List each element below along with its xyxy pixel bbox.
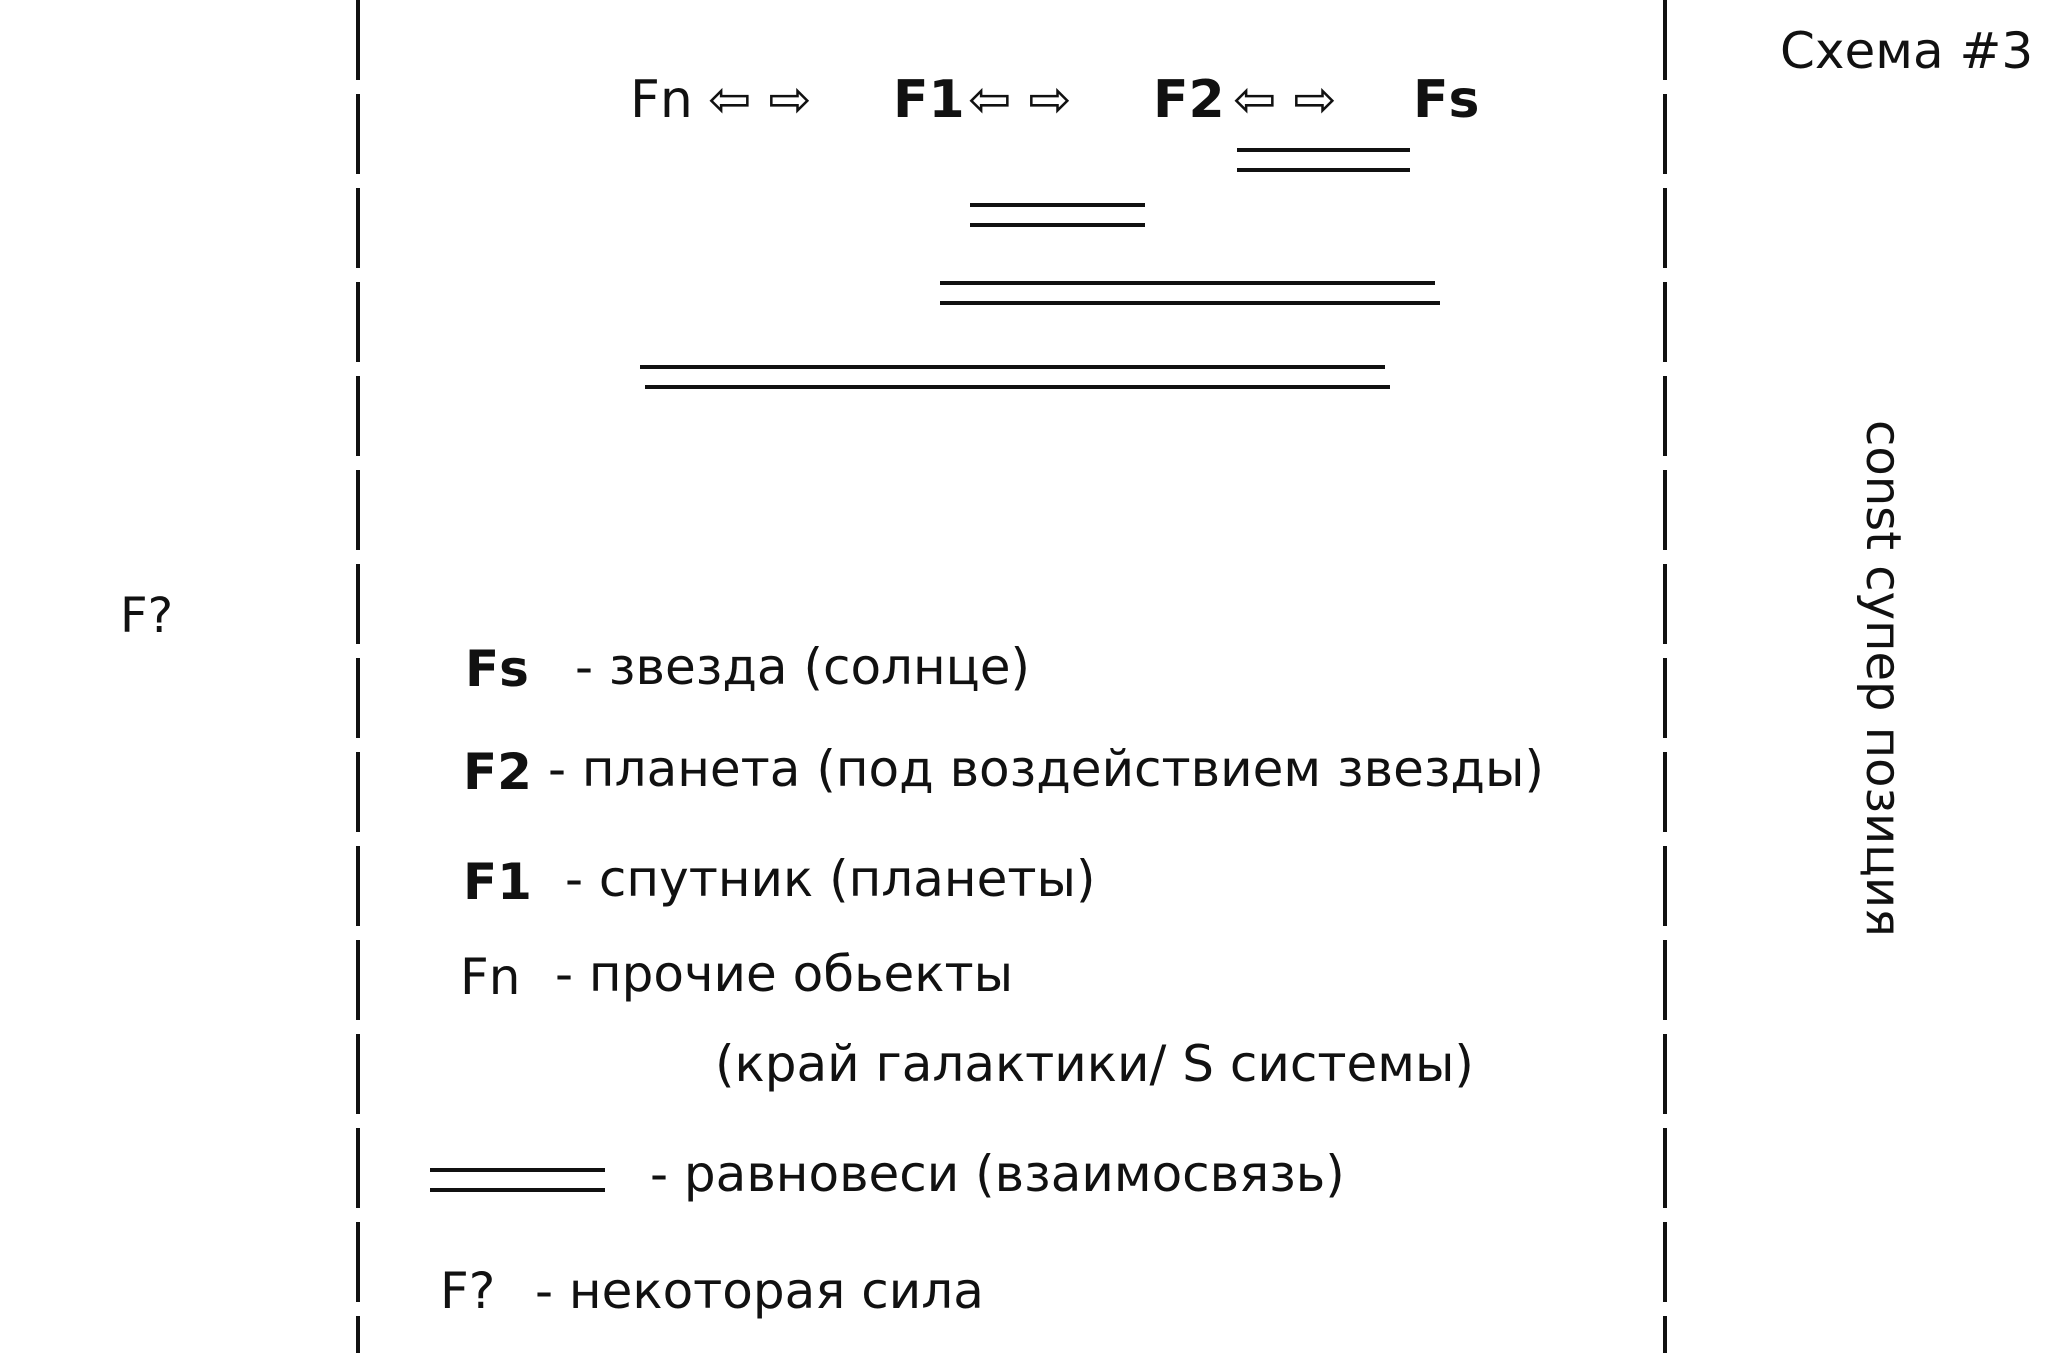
legend-symbol-f2: F2 bbox=[463, 743, 532, 801]
legend-text-fn: - прочие обьекты bbox=[555, 945, 1014, 1003]
link-f1-fs bbox=[940, 283, 1440, 303]
link-fn-fs bbox=[640, 367, 1390, 387]
chain-fn: Fn bbox=[630, 70, 693, 130]
legend-text-f2: - планета (под воздействием звезды) bbox=[548, 740, 1544, 798]
link-f2-fs bbox=[1237, 150, 1410, 170]
legend-symbol-unknown-force: F? bbox=[440, 1262, 496, 1320]
chain-fs: Fs bbox=[1413, 70, 1480, 130]
legend-text-f1: - спутник (планеты) bbox=[565, 850, 1096, 908]
chain-f2: F2 bbox=[1153, 70, 1225, 130]
chain-f1: F1 bbox=[893, 70, 965, 130]
legend-equilibrium-symbol bbox=[430, 1170, 605, 1190]
legend-symbol-f1: F1 bbox=[463, 853, 532, 911]
unknown-force-label: F? bbox=[120, 588, 174, 644]
link-f1-f2 bbox=[970, 205, 1145, 225]
const-superposition-label: const супер позиция bbox=[1855, 420, 1911, 937]
chain-arrows-2: ⇦ ⇨ bbox=[968, 70, 1072, 130]
chain-arrows-3: ⇦ ⇨ bbox=[1233, 70, 1337, 130]
scheme-title: Схема #3 bbox=[1780, 22, 2034, 80]
legend-text-fs: - звезда (солнце) bbox=[575, 638, 1030, 696]
legend-text-equilibrium: - равновеси (взаимосвязь) bbox=[650, 1145, 1345, 1203]
legend-text-unknown-force: - некоторая сила bbox=[535, 1262, 984, 1320]
chain-arrows-1: ⇦ ⇨ bbox=[708, 70, 812, 130]
legend-continuation: (край галактики/ S системы) bbox=[715, 1035, 1474, 1093]
legend-symbol-fn: Fn bbox=[460, 948, 521, 1006]
legend-symbol-fs: Fs bbox=[465, 640, 529, 698]
